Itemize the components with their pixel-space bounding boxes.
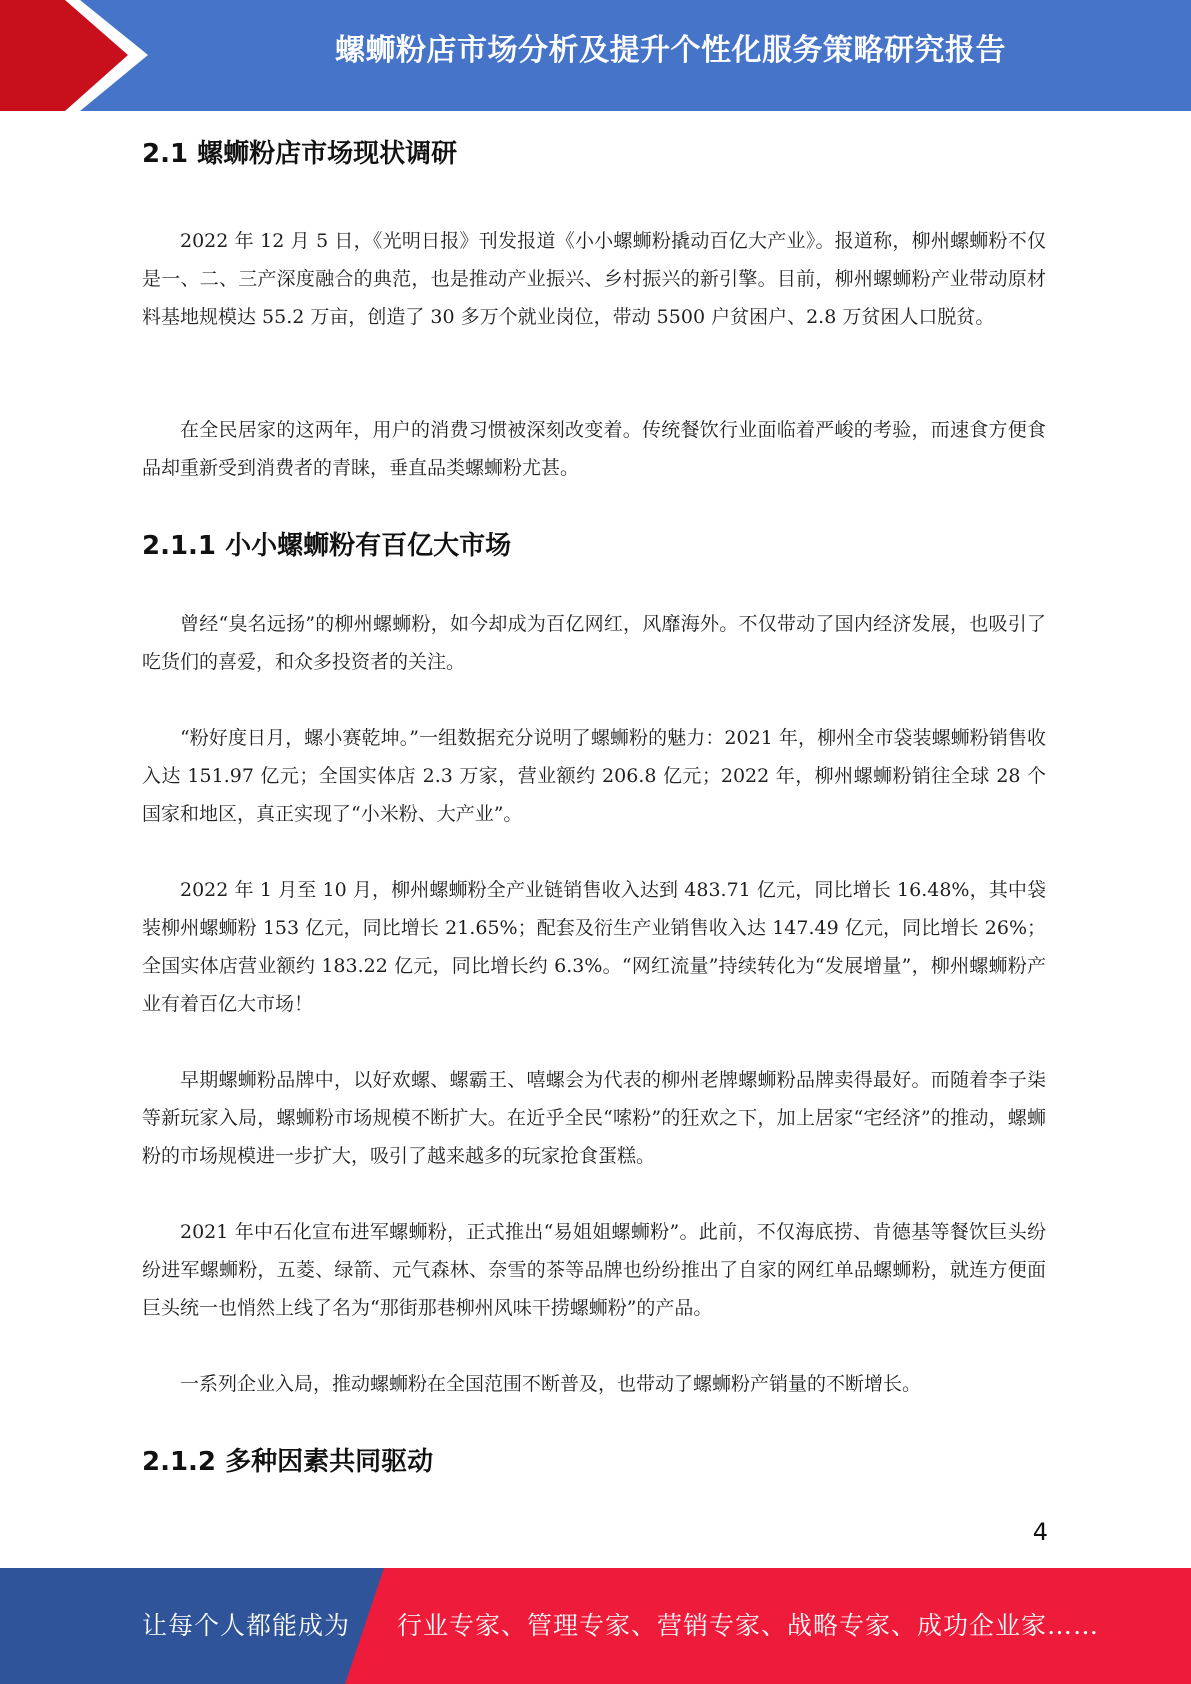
- paragraph: 2021 年中石化宣布进军螺蛳粉，正式推出“易姐姐螺蛳粉”。此前，不仅海底捞、肯德基等餐饮巨头纷纷进军螺蛳粉，五菱、绿箭、元气森林、奈雪的茶等品牌也纷纷推出了自家的网红单品螺蛳粉，就连方便面巨头统一也悄然上线了名为“那街那巷柳州风味干捞螺蛳粉”的产品。: [142, 1221, 1046, 1319]
- section-heading-2-1: 2.1 螺蛳粉店市场现状调研: [142, 139, 458, 169]
- header-banner: [0, 0, 1191, 111]
- footer-banner: [0, 1568, 1191, 1684]
- paragraph: 在全民居家的这两年，用户的消费习惯被深刻改变着。传统餐饮行业面临着严峻的考验，而速食方便食品却重新受到消费者的青睐，垂直品类螺蛳粉尤甚。: [142, 419, 1046, 479]
- report-title: 螺蛳粉店市场分析及提升个性化服务策略研究报告: [335, 33, 1006, 68]
- page-number: 4: [1032, 1518, 1048, 1546]
- paragraph: 2022 年 12 月 5 日，《光明日报》刊发报道《小小螺蛳粉撬动百亿大产业》。报道称，柳州螺蛳粉不仅是一、二、三产深度融合的典范，也是推动产业振兴、乡村振兴的新引擎。目前，柳州螺蛳粉产业带动原材料基地规模达 55.2 万亩，创造了 30 多万个就业岗位，带动 5500 户贫困户、2.8 万贫困人口脱贫。: [142, 230, 1046, 328]
- paragraph: “粉好度日月，螺小赛乾坤。”一组数据充分说明了螺蛳粉的魅力：2021 年，柳州全市袋装螺蛳粉销售收入达 151.97 亿元；全国实体店 2.3 万家，营业额约 206.8 亿元；2022 年，柳州螺蛳粉销往全球 28 个国家和地区，真正实现了“小米粉、大产业”。: [142, 727, 1046, 825]
- paragraph: 2022 年 1 月至 10 月，柳州螺蛳粉全产业链销售收入达到 483.71 亿元，同比增长 16.48%，其中袋装柳州螺蛳粉 153 亿元，同比增长 21.65%；配套及衍生产业销售收入达 147.49 亿元，同比增长 26%；全国实体店营业额约 183.22 亿元，同比增长约 6.3%。“网红流量”持续转化为“发展增量”，柳州螺蛳粉产业有着百亿大市场！: [142, 879, 1046, 1015]
- header-chevron-graphic: [0, 0, 160, 111]
- paragraph: 早期螺蛳粉品牌中，以好欢螺、螺霸王、嘻螺会为代表的柳州老牌螺蛳粉品牌卖得最好。而随着李子柒等新玩家入局，螺蛳粉市场规模不断扩大。在近乎全民“嗦粉”的狂欢之下，加上居家“宅经济”的推动，螺蛳粉的市场规模进一步扩大，吸引了越来越多的玩家抢食蛋糕。: [142, 1069, 1046, 1167]
- footer-slogan-right: 行业专家、管理专家、营销专家、战略专家、成功企业家……: [397, 1611, 1100, 1640]
- paragraph: 一系列企业入局，推动螺蛳粉在全国范围不断普及，也带动了螺蛳粉产销量的不断增长。: [180, 1373, 922, 1395]
- footer-slogan-left: 让每个人都能成为: [142, 1611, 351, 1640]
- section-heading-2-1-2: 2.1.2 多种因素共同驱动: [142, 1447, 434, 1477]
- section-heading-2-1-1: 2.1.1 小小螺蛳粉有百亿大市场: [142, 531, 512, 561]
- paragraph: 曾经“臭名远扬”的柳州螺蛳粉，如今却成为百亿网红，风靡海外。不仅带动了国内经济发展，也吸引了吃货们的喜爱，和众多投资者的关注。: [142, 613, 1046, 673]
